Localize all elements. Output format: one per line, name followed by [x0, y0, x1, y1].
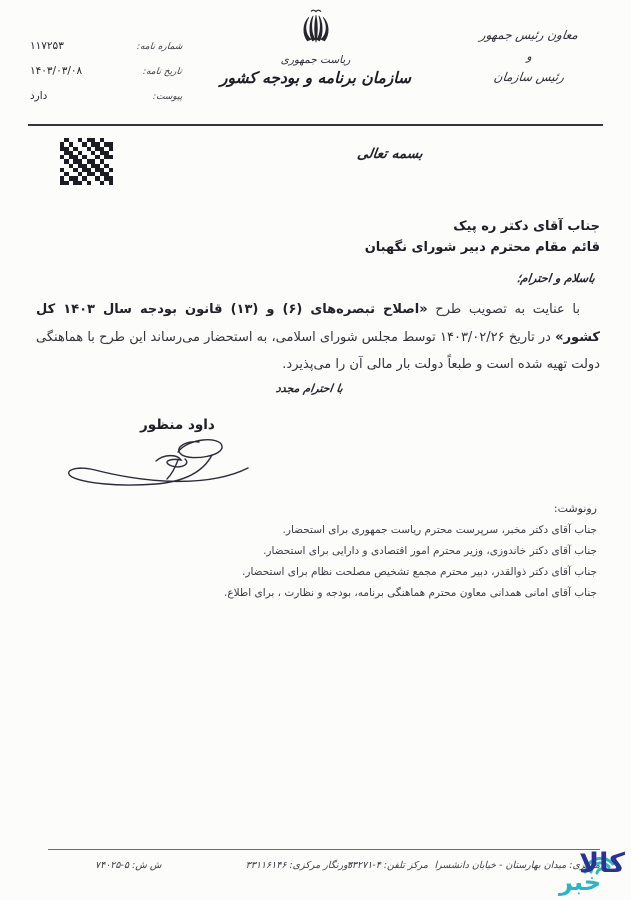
iran-emblem-icon: [301, 8, 331, 48]
letter-number-row: [30, 40, 182, 52]
qr-code: [60, 138, 113, 185]
letter-meta: [30, 40, 182, 115]
letter-date-row: [30, 65, 182, 77]
cc-item: جناب آقای دکتر خاندوزی، وزیر محترم امور اقتصادی و دارایی برای استحضار.: [263, 545, 597, 557]
sender-title-line3: رئیس سازمان: [492, 70, 566, 84]
org-name: سازمان برنامه و بودجه کشور: [219, 69, 411, 87]
letter-attachment-value: دارد: [30, 90, 48, 102]
footer-address: مرکزی: میدان بهارستان - خیابان دانشسرا: [434, 860, 600, 871]
body-segment-1: با عنایت به تصویب طرح: [427, 302, 581, 317]
kalakhabar-watermark: [539, 844, 631, 900]
watermark-word-khabar: خبر: [558, 868, 601, 896]
letter-attachment-label: پیوست:: [152, 92, 183, 102]
cc-title: رونوشت:: [553, 502, 597, 515]
letter-body: [36, 296, 600, 379]
org-presidency-label: ریاست جمهوری: [280, 54, 351, 66]
closing-line: با احترام مجدد: [275, 382, 344, 395]
letter-number-value: ۱۱۷۲۵۳: [30, 40, 64, 52]
signature-scribble: [60, 430, 255, 495]
letter-date-value: ۱۴۰۳/۰۳/۰۸: [30, 65, 83, 77]
signer-name: داود منظور: [140, 417, 215, 433]
letter-date-label: تاریخ نامه:: [142, 67, 183, 77]
besmele-line: بسمه تعالی: [356, 146, 424, 162]
cc-item: جناب آقای دکتر مخبر، سرپرست محترم ریاست جمهوری برای استحضار.: [282, 524, 597, 536]
body-bold-title: «اصلاح تبصره‌های (۶) و (۱۳) قانون بودجه سال ۱۴۰۳ کل کشور»: [36, 302, 600, 345]
recipient-name: جناب آقای دکتر ره پیک: [453, 219, 600, 234]
cc-block: [224, 502, 597, 604]
sender-title-line1: معاون رئیس جمهور: [478, 28, 579, 42]
sender-block: [469, 28, 589, 84]
org-block: [196, 8, 436, 87]
recipient-block: [365, 216, 600, 258]
letter-attachment-row: [30, 90, 182, 102]
watermark-word-kala: کالا: [579, 848, 625, 879]
salutation-line: باسلام و احترام؛: [516, 271, 596, 285]
footer-phone: مرکز تلفن: ۴-۳۳۲۷۱: [346, 860, 428, 871]
cc-item: جناب آقای دکتر ذوالقدر، دبیر محترم مجمع تشخیص مصلحت نظام برای استحضار.: [242, 566, 597, 578]
footer-divider: [48, 849, 600, 850]
footer-fax: دورنگار مرکزی: ۳۳۱۱۶۱۴۶: [245, 860, 352, 871]
letter-number-label: شماره نامه:: [136, 42, 183, 52]
header-divider: [28, 124, 603, 126]
recipient-title: قائم مقام محترم دبیر شورای نگهبان: [364, 240, 600, 255]
footer-registry-number: ش ش: ۵-۷۴۰۲۵: [95, 860, 162, 871]
sender-title-line2: و: [526, 50, 532, 63]
cc-item: جناب آقای امانی همدانی معاون محترم هماهنگی برنامه، بودجه و نظارت ، برای اطلاع.: [224, 587, 597, 599]
body-segment-2: در تاریخ ۱۴۰۳/۰۲/۲۶ توسط مجلس شورای اسلامی، به استحضار می‌رساند این طرح با هماهنگی دولت تهیه شده است و طبعاً دولت بار مالی آن را می‌پذیرد.: [36, 329, 600, 372]
